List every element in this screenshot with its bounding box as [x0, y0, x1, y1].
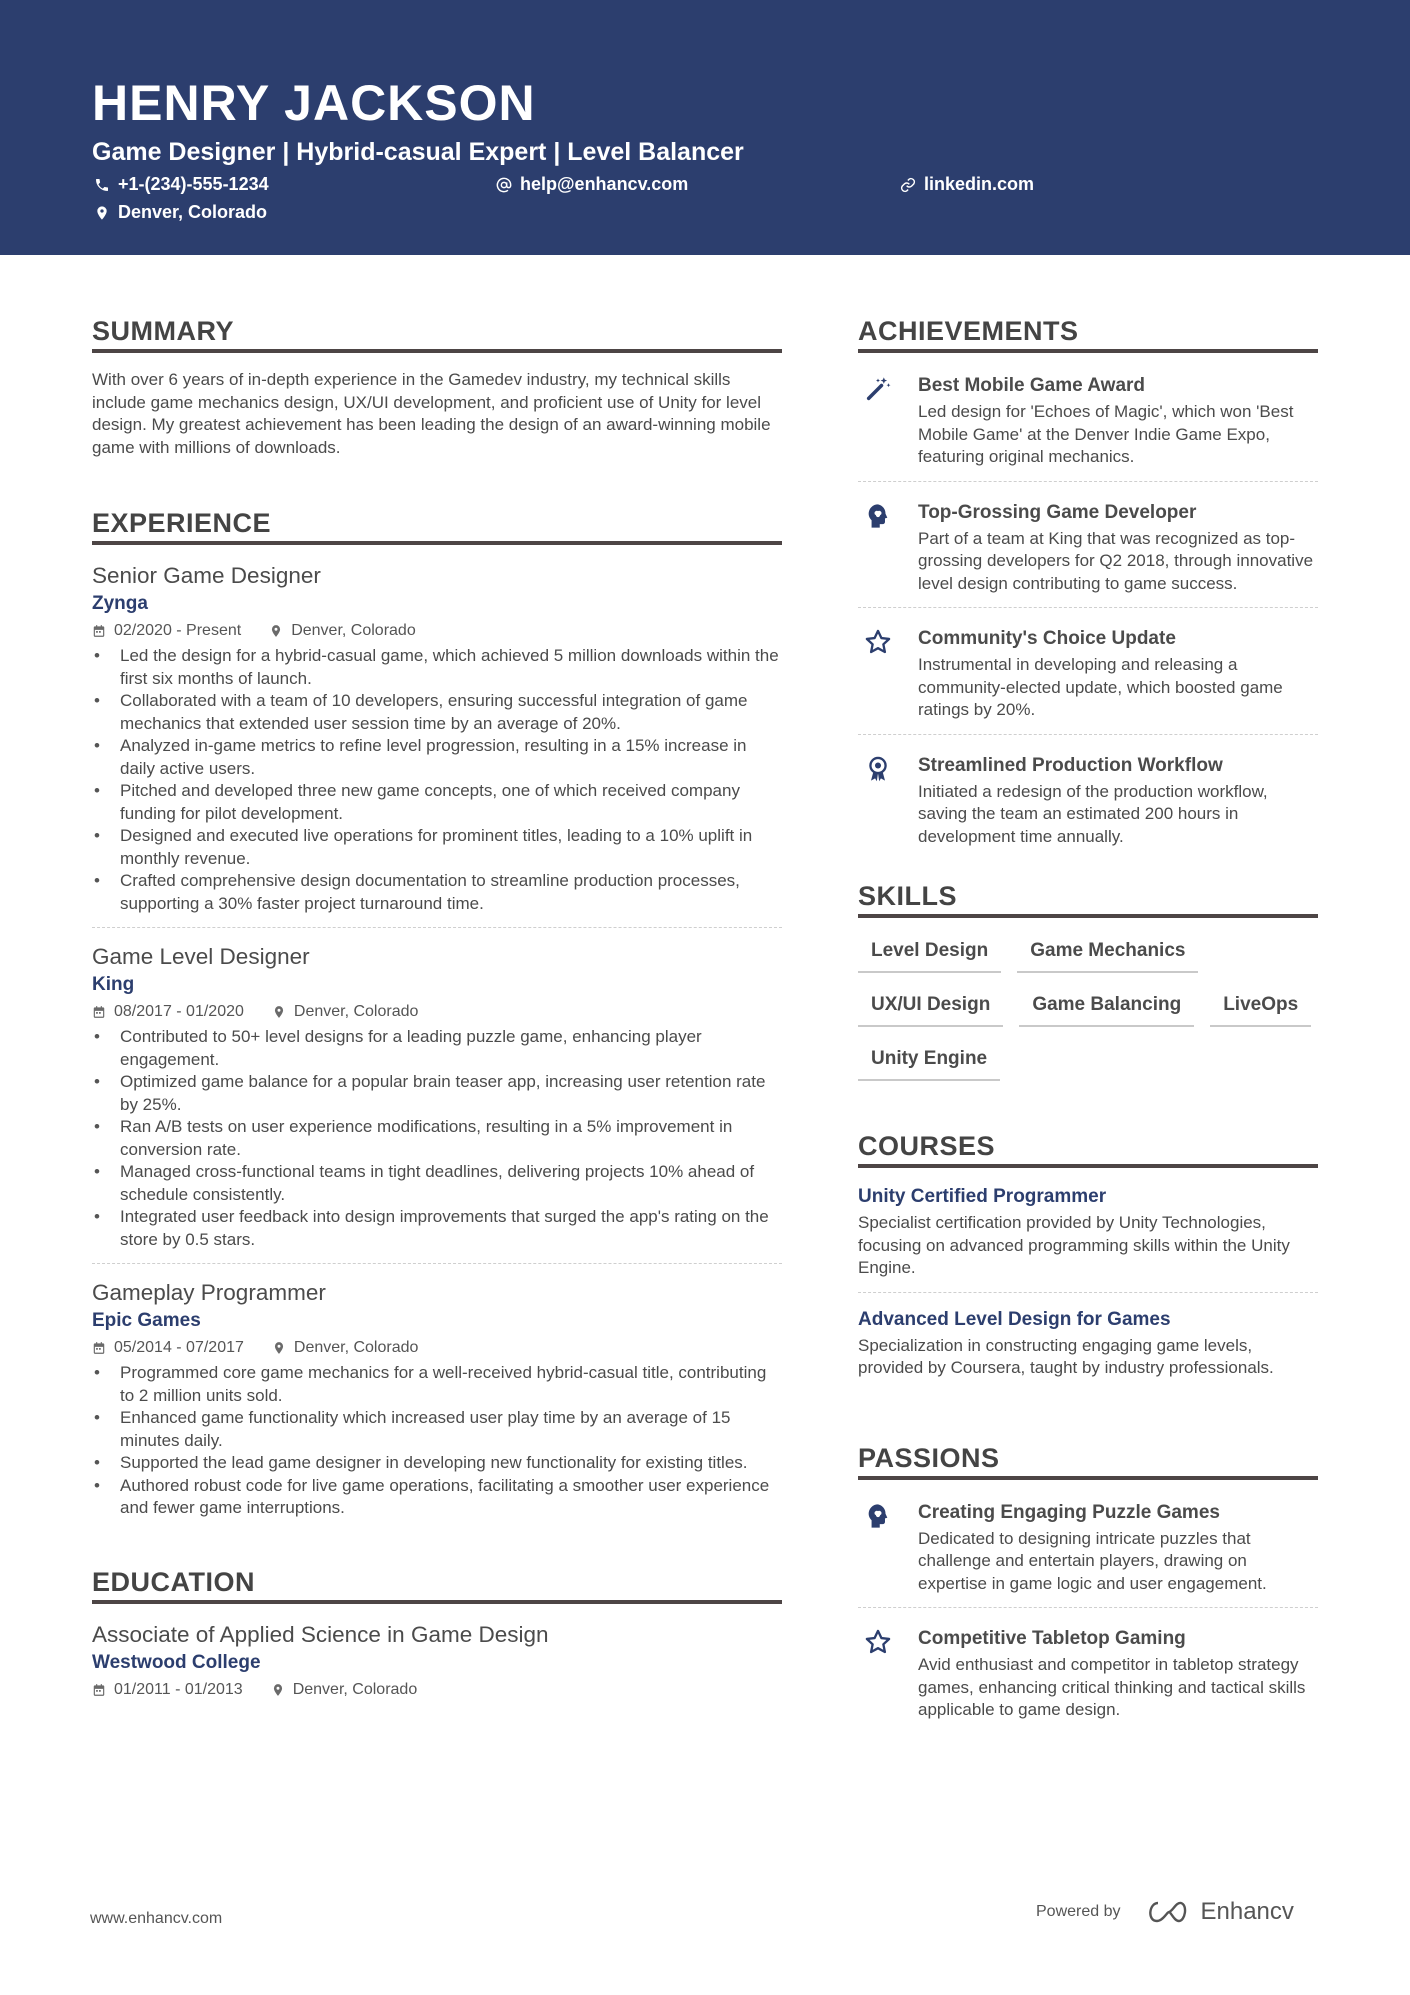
job-bullets	[92, 1362, 782, 1520]
contact-link[interactable]	[900, 174, 1034, 195]
location-pin-icon	[272, 1005, 286, 1019]
job-meta	[92, 1002, 782, 1022]
achievement-item	[858, 749, 1318, 861]
resume-header	[0, 0, 1410, 255]
bullet-item: • Designed and executed live operations for prominent titles, leading to a 10% uplift in monthly revenue.	[92, 825, 782, 870]
job-company: Epic Games	[92, 1310, 201, 1331]
at-sign-icon	[496, 177, 512, 193]
job-location: Denver, Colorado	[293, 1339, 419, 1356]
course-title: Unity Certified Programmer	[858, 1186, 1107, 1207]
passion-title: Creating Engaging Puzzle Games	[918, 1501, 1220, 1523]
skills-heading: SKILLS	[858, 880, 1318, 918]
passions-heading: PASSIONS	[858, 1442, 1318, 1480]
phone-text: +1-(234)-555-1234	[118, 174, 269, 194]
skill-tag: Unity Engine	[858, 1042, 1000, 1081]
star-icon	[864, 1628, 892, 1656]
achievement-desc: Instrumental in developing and releasing a community-elected update, which boosted game ratings by 20%.	[918, 655, 1283, 719]
education-dates: 01/2011 - 01/2013	[114, 1680, 243, 1698]
job-location: Denver, Colorado	[293, 1003, 419, 1020]
bullet-item: • Collaborated with a team of 10 developers, ensuring successful integration of game mechanics that extended user session time by an average of 20%.	[92, 690, 782, 735]
job-entry	[92, 1278, 782, 1532]
bullet-item: • Optimized game balance for a popular brain teaser app, increasing user retention rate by 25%.	[92, 1071, 782, 1116]
education-school: Westwood College	[92, 1651, 261, 1673]
left-column	[92, 315, 782, 1704]
bullet-item: • Analyzed in-game metrics to refine level progression, resulting in a 15% increase in daily active users.	[92, 735, 782, 780]
passion-item	[858, 1622, 1318, 1734]
bullet-item: • Enhanced game functionality which increased user play time by an average of 15 minutes daily.	[92, 1407, 782, 1452]
award-ribbon-icon	[864, 755, 892, 783]
contact-location	[94, 202, 267, 223]
skill-tag: Game Balancing	[1019, 988, 1194, 1027]
courses-heading: COURSES	[858, 1130, 1318, 1168]
brand-name: Enhancv	[1200, 1898, 1294, 1925]
passion-item	[858, 1496, 1318, 1609]
job-dates: 08/2017 - 01/2020	[114, 1003, 244, 1020]
location-pin-icon	[272, 1341, 286, 1355]
course-title: Advanced Level Design for Games	[858, 1308, 1171, 1330]
bullet-item: • Authored robust code for live game operations, facilitating a smoother user experience and fewer game interruptions.	[92, 1475, 782, 1520]
job-bullets	[92, 1026, 782, 1251]
candidate-title: Game Designer | Hybrid-casual Expert | Level Balancer	[92, 138, 744, 166]
bullet-item: • Led the design for a hybrid-casual game, which achieved 5 million downloads within the first six months of launch.	[92, 645, 782, 690]
location-pin-icon	[271, 1683, 285, 1697]
course-desc: Specialist certification provided by Unity Technologies, focusing on advanced programming skills within the Unity Engine.	[858, 1213, 1290, 1277]
job-meta	[92, 1338, 782, 1358]
skill-tag: Game Mechanics	[1017, 934, 1198, 973]
education-location: Denver, Colorado	[292, 1680, 418, 1698]
footer-website[interactable]: www.enhancv.com	[90, 1910, 223, 1927]
job-dates: 02/2020 - Present	[114, 622, 242, 639]
job-meta	[92, 621, 782, 641]
achievement-desc: Part of a team at King that was recognized as top-grossing developers for Q2 2018, through innovative level design contributing to game success.	[918, 528, 1314, 593]
bullet-item: • Supported the lead game designer in developing new functionality for existing titles.	[92, 1452, 782, 1475]
education-heading: EDUCATION	[92, 1566, 782, 1604]
skills-list	[858, 934, 1318, 1096]
job-role: Senior Game Designer	[92, 563, 321, 588]
achievement-item	[858, 496, 1318, 609]
brand-logo[interactable]	[1145, 1898, 1294, 1926]
right-column	[858, 315, 1318, 1748]
skill-tag: UX/UI Design	[858, 988, 1003, 1027]
summary-text: With over 6 years of in-depth experience in the Gamedev industry, my technical skills include game mechanics design, UX/UI development, and proficient use of Unity for level design. My greatest achievement has been leading the design of an award-winning mobile game with millions of downloads.	[92, 370, 771, 457]
powered-by-text: Powered by	[1036, 1903, 1121, 1920]
link-text: linkedin.com	[924, 174, 1035, 194]
job-bullets	[92, 645, 782, 915]
calendar-icon	[92, 1683, 106, 1697]
phone-icon	[94, 177, 110, 193]
summary-heading: SUMMARY	[92, 315, 782, 353]
achievement-title: Community's Choice Update	[918, 628, 1176, 649]
passion-desc: Dedicated to designing intricate puzzles that challenge and entertain players, drawing on expertise in game logic and user engagement.	[918, 1528, 1267, 1593]
skill-tag: Level Design	[858, 934, 1001, 973]
achievement-title: Best Mobile Game Award	[918, 375, 1146, 396]
calendar-icon	[92, 1005, 106, 1019]
bullet-item: • Pitched and developed three new game concepts, one of which received company funding for pilot development.	[92, 780, 782, 825]
skill-tag: LiveOps	[1210, 988, 1311, 1027]
education-degree: Associate of Applied Science in Game Design	[92, 1621, 549, 1647]
bullet-item: • Ran A/B tests on user experience modifications, resulting in a 5% improvement in conversion rate.	[92, 1116, 782, 1161]
footer-branding	[1036, 1898, 1294, 1926]
job-company: Zynga	[92, 593, 148, 614]
brain-head-icon	[864, 502, 892, 530]
achievement-item	[858, 369, 1318, 482]
course-item	[858, 1184, 1318, 1293]
achievements-heading: ACHIEVEMENTS	[858, 315, 1318, 353]
job-entry	[92, 561, 782, 928]
job-dates: 05/2014 - 07/2017	[114, 1339, 244, 1356]
course-item	[858, 1307, 1318, 1392]
achievement-title: Top-Grossing Game Developer	[918, 501, 1197, 523]
passion-title: Competitive Tabletop Gaming	[918, 1628, 1186, 1649]
achievement-item	[858, 622, 1318, 735]
contact-email[interactable]	[496, 174, 688, 195]
enhancv-logo-icon	[1145, 1899, 1191, 1925]
location-pin-icon	[269, 624, 283, 638]
achievement-desc: Led design for 'Echoes of Magic', which won 'Best Mobile Game' at the Denver Indie Game Expo, featuring original mechanics.	[918, 402, 1294, 466]
bullet-item: • Crafted comprehensive design documentation to streamline production processes, supporting a 30% faster project turnaround time.	[92, 870, 782, 915]
job-company: King	[92, 974, 135, 995]
calendar-icon	[92, 1341, 106, 1355]
job-role: Game Level Designer	[92, 944, 310, 969]
bullet-item: • Integrated user feedback into design improvements that surged the app's rating on the store by 0.5 stars.	[92, 1206, 782, 1251]
achievement-title: Streamlined Production Workflow	[918, 754, 1223, 776]
job-location: Denver, Colorado	[291, 622, 416, 639]
contact-phone[interactable]	[94, 174, 269, 195]
course-desc: Specialization in constructing engaging game levels, provided by Coursera, taught by industry professionals.	[858, 1335, 1274, 1377]
brain-head-icon	[864, 1502, 892, 1530]
experience-heading: EXPERIENCE	[92, 507, 782, 545]
location-text: Denver, Colorado	[118, 202, 268, 222]
bullet-item: • Programmed core game mechanics for a well-received hybrid-casual title, contributing to 2 million units sold.	[92, 1362, 782, 1407]
magic-wand-icon	[864, 375, 892, 403]
candidate-name: HENRY JACKSON	[92, 75, 536, 131]
job-entry	[92, 942, 782, 1264]
link-icon	[900, 177, 916, 193]
passion-desc: Avid enthusiast and competitor in tabletop strategy games, enhancing critical thinking and tactical skills applicable to game design.	[918, 1655, 1306, 1719]
calendar-icon	[92, 624, 106, 638]
achievement-desc: Initiated a redesign of the production workflow, saving the team an estimated 200 hours in development time annually.	[918, 781, 1268, 846]
location-pin-icon	[94, 205, 110, 221]
education-meta	[92, 1680, 782, 1700]
job-role: Gameplay Programmer	[92, 1280, 326, 1305]
star-icon	[864, 628, 892, 656]
bullet-item: • Managed cross-functional teams in tight deadlines, delivering projects 10% ahead of schedule consistently.	[92, 1161, 782, 1206]
bullet-item: • Contributed to 50+ level designs for a leading puzzle game, enhancing player engagement.	[92, 1026, 782, 1071]
email-text: help@enhancv.com	[520, 174, 689, 194]
